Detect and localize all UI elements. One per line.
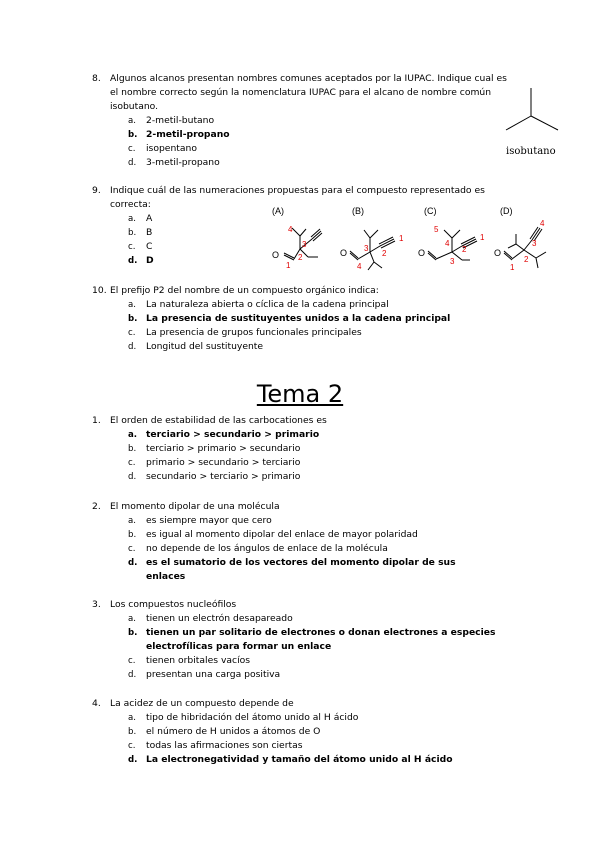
tema2-question-4 — [92, 697, 512, 767]
locant: 2 — [524, 255, 529, 264]
option-c: c. no depende de los ángulos de enlace de la molécula — [128, 543, 388, 554]
question-text: Los compuestos nucleófilos — [110, 599, 237, 610]
locant: 3 — [302, 240, 307, 249]
isobutane-figure — [498, 84, 578, 164]
oxygen-label: O — [418, 248, 426, 258]
option-d: d. D — [128, 255, 154, 266]
option-d: d. es el sumatorio de los vectores del momento dipolar de sus enlaces — [128, 557, 456, 582]
locant: 1 — [399, 234, 404, 243]
locant: 2 — [382, 249, 387, 258]
option-b: b. el número de H unidos a átomos de O — [128, 726, 321, 737]
question-number: 10. — [92, 285, 107, 296]
option-d: d. secundario > terciario > primario — [128, 471, 301, 482]
section-title: Tema 2 — [256, 380, 344, 408]
option-c: c. tienen orbitales vacíos — [128, 655, 251, 666]
tema2-question-3 — [92, 598, 512, 682]
option-a: a. tipo de hibridación del átomo unido al H ácido — [128, 712, 359, 723]
option-a: a. La naturaleza abierta o cíclica de la cadena principal — [128, 299, 389, 310]
question-text: Indique cuál de las numeraciones propuestas para el compuesto representado es correcta: — [110, 185, 485, 210]
question-text: Algunos alcanos presentan nombres comunes aceptados por la IUPAC. Indique cual es el nombre correcto según la nomenclatura IUPAC para el alcano de nombre común isobutano. — [110, 73, 507, 112]
structure-label: (C) — [424, 206, 437, 216]
locant: 4 — [540, 219, 545, 228]
locant: 4 — [357, 262, 362, 271]
option-b: b. terciario > primario > secundario — [128, 443, 301, 454]
tema2-question-1 — [92, 414, 512, 484]
structure-label: (D) — [500, 206, 513, 216]
question-number: 9. — [92, 185, 101, 196]
locant: 4 — [445, 239, 450, 248]
structure-label: (B) — [352, 206, 364, 216]
question-number: 1. — [92, 415, 101, 426]
locant: 1 — [480, 233, 485, 242]
structure-a — [266, 206, 346, 276]
structure-label: (A) — [272, 206, 284, 216]
option-b: b. B — [128, 227, 153, 238]
option-c: c. La presencia de grupos funcionales principales — [128, 327, 362, 338]
option-d: d. 3-metil-propano — [128, 157, 220, 168]
option-d: d. Longitud del sustituyente — [128, 341, 264, 352]
question-number: 4. — [92, 698, 101, 709]
oxygen-label: O — [494, 248, 502, 258]
option-b: b. es igual al momento dipolar del enlace de mayor polaridad — [128, 529, 418, 540]
locant: 3 — [532, 239, 537, 248]
question-number: 3. — [92, 599, 101, 610]
option-d: d. La electronegatividad y tamaño del átomo unido al H ácido — [128, 754, 453, 765]
locant: 3 — [450, 257, 455, 266]
isobutane-structure — [498, 84, 578, 144]
structure-d — [494, 206, 574, 276]
locant: 4 — [288, 225, 293, 234]
structure-b — [340, 206, 426, 276]
question-number: 8. — [92, 73, 101, 84]
locant: 3 — [364, 244, 369, 253]
option-c: c. C — [128, 241, 153, 252]
question-text: El prefijo P2 del nombre de un compuesto orgánico indica: — [110, 285, 379, 296]
option-a: a. es siempre mayor que cero — [128, 515, 272, 526]
oxygen-label: O — [272, 250, 280, 260]
locant: 1 — [286, 261, 291, 270]
option-c: c. todas las afirmaciones son ciertas — [128, 740, 303, 751]
question-8 — [92, 72, 512, 170]
question-text: La acidez de un compuesto depende de — [110, 698, 294, 709]
option-a: a. 2-metil-butano — [128, 115, 215, 126]
tema2-question-2 — [92, 500, 512, 584]
isobutane-caption: isobutano — [506, 146, 556, 157]
option-a: a. tienen un electrón desapareado — [128, 613, 293, 624]
question-text: El momento dipolar de una molécula — [110, 501, 280, 512]
question-10 — [92, 284, 512, 354]
locant: 2 — [298, 253, 303, 262]
option-c: c. isopentano — [128, 143, 197, 154]
question-number: 2. — [92, 501, 101, 512]
oxygen-label: O — [340, 248, 348, 258]
locant: 1 — [510, 263, 515, 272]
option-b: b. 2-metil-propano — [128, 129, 230, 140]
locant: 5 — [434, 225, 439, 234]
locant: 2 — [462, 245, 467, 254]
option-b: b. La presencia de sustituyentes unidos a la cadena principal — [128, 313, 451, 324]
option-a: a. terciario > secundario > primario — [128, 429, 320, 440]
option-d: d. presentan una carga positiva — [128, 669, 281, 680]
option-b: b. tienen un par solitario de electrones o donan electrones a especies electrofílicas para formar un enlace — [128, 627, 496, 652]
question-text: El orden de estabilidad de las carbocationes es — [110, 415, 327, 426]
structure-c — [418, 206, 498, 276]
option-c: c. primario > secundario > terciario — [128, 457, 301, 468]
option-a: a. A — [128, 213, 153, 224]
